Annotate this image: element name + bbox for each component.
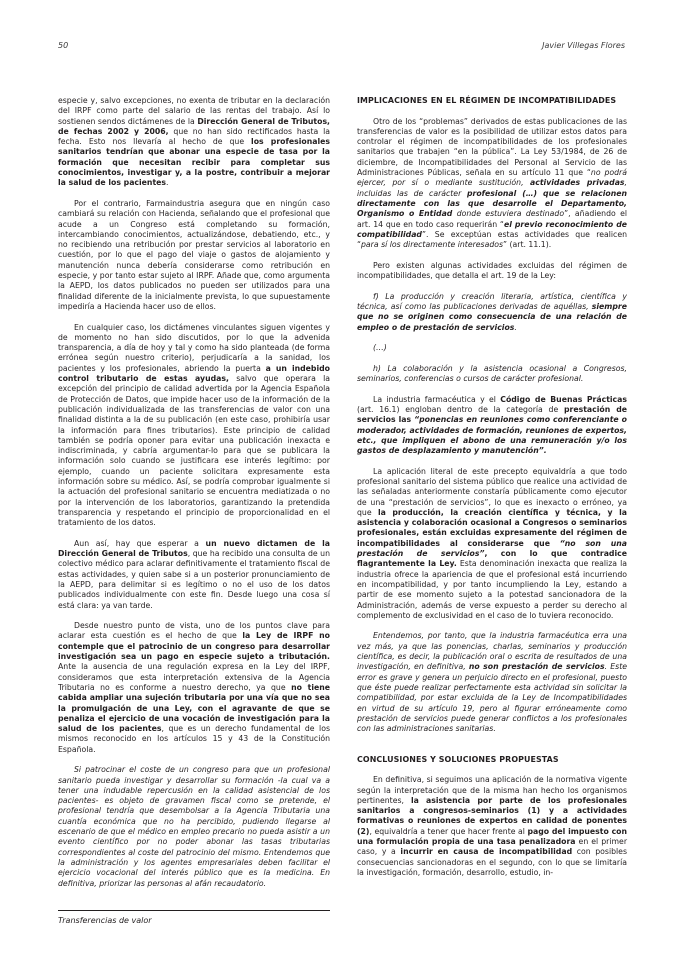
left-column xyxy=(58,96,330,899)
section-heading: CONCLUSIONES Y SOLUCIONES PROPUESTAS xyxy=(357,754,559,764)
text-run: no tiene cabida ampliar una sujeción tributaria por una vía que no sea la promulgación de una Ley, con el agravante de que se penaliza el ejercicio de una vocación de investigación para la salud de los pacientes xyxy=(58,682,331,734)
paragraph xyxy=(357,631,627,734)
text-run: donde estuviera destinado xyxy=(452,209,565,219)
text-run: para sí los directamente interesados xyxy=(361,240,504,250)
text-run: ”. Se exceptúan estas actividades que realicen “ xyxy=(357,229,627,250)
text-run: Otro de los “problemas” derivados de estas publicaciones de las transferencias de valor es la posibilidad de utilizar estos datos para controlar el régimen de incompatibilidades de los profesionales sanitarios que trabajen “en la pública”. La Ley 53/1984, de 26 de diciembre, de Incompatibilidades del Personal al Servicio de las Administraciones Públicas, señala en su artículo 11 que “ xyxy=(357,116,627,178)
text-run: Código de Buenas Prácticas xyxy=(500,394,627,404)
paragraph xyxy=(58,621,330,755)
paragraph xyxy=(357,292,627,333)
page-number: 50 xyxy=(58,41,69,50)
footer-journal-title: Transferencias de valor xyxy=(58,916,152,925)
text-run: Dirección General de Tributos, de fechas 2002 y 2006, xyxy=(58,116,330,136)
text-run: salvo que operara la excepción del principio de calidad advertida por la Agencia Española de Protección de Datos, que impide hacer uso de la información de la publicación individualizada de las transferencias de valor con una finalidad distinta a la de su publicación (en este caso, prohibiría usar la información para fines tributarios). Este principio de calidad también se podría oponer para evitar una publicación inexacta e indiscriminada, y cabría argumentar-lo para que se publicara la información solo cuando se justificara ese interés legítimo: por ejemplo, cuando un paciente solicitara expresamente esta información sobre su médico. Así, se podría comprobar igualmente si la actuación del profesional sanitario se encuentra mediatizada o no por la intervención de los laboratorios, garantizando la pretendida transparencia y respetando el principio de proporcionalidad en el tratamiento de los datos. xyxy=(58,374,330,528)
text-run: Por el contrario, Farmaindustria asegura que en ningún caso cambiará su relación con Hacienda, señalando que el profesional que acude a un Congreso está completando su formación, intercambiando conocimientos, actualizándose, debatiendo, etc., y no recibiendo una retribución por prestar servicios al laboratorio en cuestión, por lo que el pago del viaje o gastos de alojamiento y manutención nunca debería considerarse como retribución en especie, y por tanto estar sujeto al IRPF. Añade que, como argumenta la AEPD, los datos publicados no pueden ser utilizados para una finalidad diferente de la inicialmente prevista, lo que supuestamente impediría a Hacienda hacer uso de ellos. xyxy=(58,198,330,311)
text-run: . Este error es grave y genera un perjuicio directo en el profesional, puesto que éste puede realizar perfectamente esta actividad sin solicitar la compatibilidad, por estar excluida de la Ley de Incompatibilidades en virtud de su artículo 19, pero al figurar erróneamente como prestación de servicios puede generar conflictos a los profesionales con las administraciones sanitarias. xyxy=(357,662,628,734)
text-run: la producción, la creación científica y técnica, y la asistencia y colaboración ocasional a Congresos o seminarios profesionales, están excluidas expresamente del régimen de incompatibilidades al considerarse que xyxy=(357,507,627,548)
text-run: Si patrocinar el coste de un congreso para que un profesional sanitario pueda investigar y desarrollar su formación -la cual va a tener una indudable repercusión en la calidad asistencial de los pacientes- es objeto de gravamen fiscal como se pretende, el profesional tendría que desembolsar a la Agencia Tributaria una cuantía económica que no ha percibido, pudiendo llegarse al escenario de que el médico en empleo precario no pueda asistir a un evento científico por no poder abonar las tasas tributarias correspondientes al coste del patrocinio del mismo. Entendemos que la administración y los agentes empresariales deben facilitar el ejercicio vocacional del interés público que es la medicina. En definitiva, priorizar las personas al afán recaudatorio. xyxy=(58,765,330,888)
paragraph xyxy=(357,343,627,353)
paragraph xyxy=(58,765,330,889)
section-heading: IMPLICACIONES EN EL RÉGIMEN DE INCOMPATIBILIDADES xyxy=(357,96,617,105)
text-run: incurrir en causa de incompatibilidad xyxy=(400,847,573,857)
text-run: pago del impuesto con una formulación propia de una tasa penalizadora xyxy=(357,826,627,847)
text-run: Entendemos, por tanto, que la industria farmacéutica erra una vez más, ya que las ponencias, charlas, seminarios y producción científica, es decir, la publicación oral o escrita de resultados de una investigación, en definitiva, xyxy=(357,631,627,672)
text-run: no son prestación de servicios xyxy=(468,662,605,672)
text-run: En definitiva, si seguimos una aplicación de la normativa vigente según la interpretación que de la misma han hecho los organismos pertinentes, xyxy=(357,775,627,805)
text-run: no podrá ejercer, por sí o mediante sustitución, xyxy=(357,168,627,188)
text-run: (…) xyxy=(373,343,387,353)
text-run: . xyxy=(166,178,169,188)
paragraph xyxy=(357,775,627,878)
text-run: (art. 16.1) engloban dentro de la categoría de xyxy=(357,404,564,414)
text-run: h) La colaboración y la asistencia ocasional a Congresos, seminarios, conferencias o cursos de carácter profesional. xyxy=(357,363,627,384)
text-run: Pero existen algunas actividades excluidas del régimen de incompatibilidades, que detalla el art. 19 de la Ley: xyxy=(357,260,627,281)
paragraph xyxy=(357,467,627,621)
text-run: la asistencia por parte de los profesionales sanitarios a congresos-seminarios (1) y a actividades formativas o reuniones de expertos en calidad de ponentes (2) xyxy=(357,795,627,836)
text-run: los profesionales sanitarios tendrían que abonar una especie de tasa por la formación que necesitan recibir para completar sus conocimientos, investigar y, a la postre, contribuir a mejorar la salud de los pacientes xyxy=(58,137,330,188)
paragraph xyxy=(58,323,330,529)
text-run: con posibles consecuencias sancionadoras en el segundo, con lo que se limitaría la investigación, formación, desarrollo, estudio, in- xyxy=(357,847,627,877)
paragraph xyxy=(357,364,627,385)
text-run: , equivaldría a tener que hacer frente al xyxy=(369,826,528,836)
text-run: Ante la ausencia de una regulación expresa en la Ley del IRPF, consideramos que esta interpretación extensiva de la Agencia Tributaria no es conforme a nuestro derecho, ya que xyxy=(58,662,330,692)
running-header-author: Javier Villegas Flores xyxy=(542,41,625,50)
text-run: que no han sido rectificados hasta la fecha. Esto nos llevaría al hecho de que xyxy=(58,126,330,147)
paragraph xyxy=(58,539,330,611)
text-run: en el primer caso, y a xyxy=(357,837,627,857)
text-run: siempre que no se originen como consecuencia de una relación de empleo o de prestación de servicios xyxy=(357,301,627,332)
text-run: Aun así, hay que esperar a xyxy=(74,538,206,548)
text-run: Esta denominación inexacta que realiza la industria ofrece la apariencia de que el profesional está incurriendo en incompatibilidad, y por tanto incumpliendo la Ley, estando a partir de ese momento sujeto a la potestad sancionadora de la Administración, además de verse expuesto a perder su derecho al complemento de exclusividad en el caso de lo tuviera reconocido. xyxy=(357,559,628,620)
text-run: a un indebido control tributario de estas ayudas, xyxy=(58,363,330,384)
text-run: el previo reconocimiento de compatibilidad xyxy=(357,219,628,239)
text-run: La aplicación literal de este precepto equivaldría a que todo profesional sanitario del sistema público que realice una actividad de las señaladas anteriormente constaría públicamente como ejecutor de una “prestación de servicios”, lo que es inexacto o erróneo, ya que xyxy=(357,466,627,517)
paragraph xyxy=(58,96,330,189)
text-run: especie y, salvo excepciones, no exenta de tributar en la declaración del IRPF como parte del salario de las rentas del trabajo. Así lo sostienen sendos dictámenes de la xyxy=(58,96,330,126)
text-run: la Ley de IRPF no contemple que el patrocinio de un congreso para desarrollar investigación sea un pago en especie sujeto a tributación. xyxy=(58,631,330,662)
text-run: prestación de servicios las xyxy=(357,404,627,425)
text-run: , que es un derecho fundamental de los mismos reconocido en los artículos 15 y 43 de la Constitución Española. xyxy=(58,724,330,754)
text-run: f) La producción y creación literaria, artística, científica y técnica, así como las publicaciones derivadas de aquéllas, xyxy=(357,291,627,311)
text-run: , incluidas las de carácter xyxy=(357,178,627,198)
right-column xyxy=(357,96,627,889)
text-run: ”, añadiendo el art. 14 que en todo caso requerirán “ xyxy=(357,209,628,229)
text-run: La industria farmacéutica y el xyxy=(373,394,501,404)
text-run: actividades privadas xyxy=(530,178,625,188)
paragraph xyxy=(357,395,627,457)
text-run: , que ha recibido una consulta de un colectivo médico para aclarar definitivamente el tratamiento fiscal de estas actividades, y quien sabe si a un posterior pronunciamiento de la AEPD, para delimitar si es legítimo o no el uso de los datos publicados individualmente con este fin. Desde luego una cosa sí está clara: ya van tarde. xyxy=(58,549,330,610)
text-run: , con lo que contradice flagrantemente la Ley. xyxy=(357,549,627,569)
text-run: “no son una prestación de servicios” xyxy=(357,538,627,559)
text-run: profesional (…) que se relacionen directamente con las que desarrolle el Departamento, Organismo o Entidad xyxy=(357,188,627,219)
paragraph xyxy=(357,261,627,282)
text-run: . xyxy=(514,322,517,332)
footer-rule xyxy=(58,910,330,911)
paragraph xyxy=(357,117,627,251)
paragraph xyxy=(58,199,330,312)
text-run: Desde nuestro punto de vista, uno de los puntos clave para aclarar esta cuestión es el hecho de que xyxy=(58,621,330,641)
text-run: En cualquier caso, los dictámenes vinculantes siguen vigentes y de momento no han sido discutidos, por lo que la advenida transparencia, a día de hoy y tal y como ha sido planteada (de forma errónea según nuestro criterio), perjudicaría a la sanidad, los pacientes y los profesionales, abriendo la puerta xyxy=(58,322,330,373)
text-run: ” (art. 11.1). xyxy=(503,240,552,250)
text-run: un nuevo dictamen de la Dirección General de Tributos xyxy=(58,538,330,559)
text-run: “ponencias en reuniones como conferenciante o moderador, actividades de formación, reuniones de expertos, etc., que impliquen el abono de una remuneración y/o los gastos de desplazamiento y manutención”. xyxy=(357,415,627,456)
